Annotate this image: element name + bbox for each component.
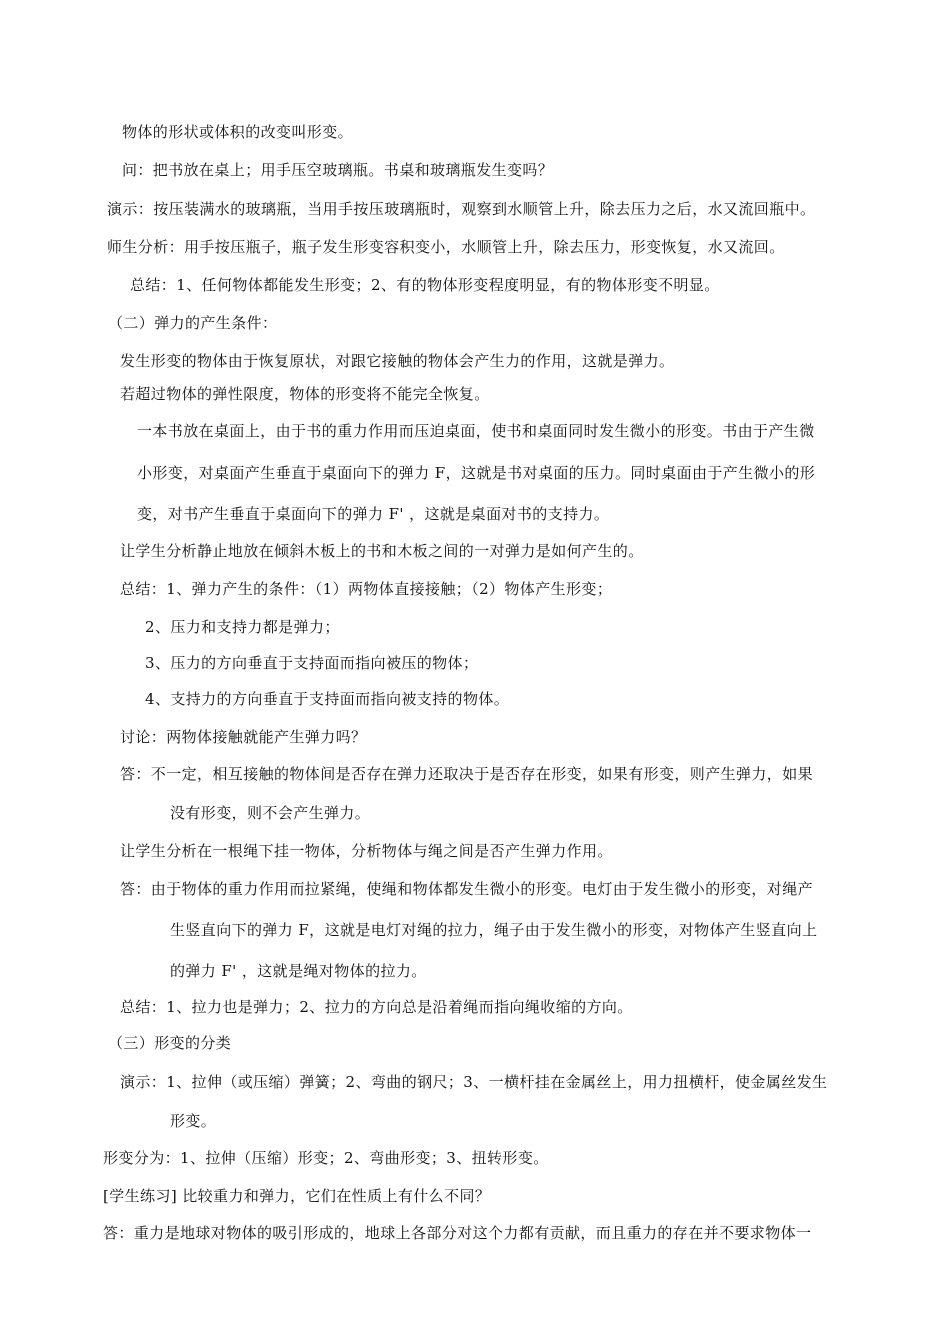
paragraph-line: 生竖直向下的弹力 F，这就是电灯对绳的拉力，绳子由于发生微小的形变，对物体产生竖直向上 bbox=[170, 921, 818, 939]
paragraph-line: 小形变，对桌面产生垂直于桌面向下的弹力 F，这就是书对桌面的压力。同时桌面由于产生微小的形 bbox=[137, 464, 816, 482]
section-heading: （二）弹力的产生条件： bbox=[108, 314, 278, 332]
paragraph-line: 形变分为：1、拉伸（压缩）形变；2、弯曲形变；3、扭转形变。 bbox=[103, 1149, 549, 1167]
paragraph-line: 演示：1、拉伸（或压缩）弹簧；2、弯曲的钢尺；3、一横杆挂在金属丝上，用力扭横杆，使金属丝发生 bbox=[120, 1073, 828, 1091]
list-item: 2、压力和支持力都是弹力； bbox=[145, 618, 340, 636]
paragraph-line: 让学生分析在一根绳下挂一物体，分析物体与绳之间是否产生弹力作用。 bbox=[120, 842, 613, 860]
paragraph-line: 演示：按压装满水的玻璃瓶，当用手按压玻璃瓶时，观察到水顺管上升，除去压力之后，水又流回瓶中。 bbox=[107, 200, 816, 218]
paragraph-line: 讨论：两物体接触就能产生弹力吗？ bbox=[120, 728, 367, 746]
paragraph-line: 答：重力是地球对物体的吸引形成的，地球上各部分对这个力都有贡献，而且重力的存在并不要求物体一 bbox=[103, 1224, 812, 1242]
paragraph-line: 总结：1、拉力也是弹力；2、拉力的方向总是沿着绳而指向绳收缩的方向。 bbox=[120, 998, 633, 1016]
paragraph-line: 让学生分析静止地放在倾斜木板上的书和木板之间的一对弹力是如何产生的。 bbox=[120, 542, 644, 560]
list-item: 3、压力的方向垂直于支持面而指向被压的物体； bbox=[145, 654, 479, 672]
paragraph-line: 的弹力 F' ，这就是绳对物体的拉力。 bbox=[170, 962, 427, 980]
paragraph-line: 总结：1、任何物体都能发生形变；2、有的物体形变程度明显，有的物体形变不明显。 bbox=[130, 276, 720, 294]
list-item: 4、支持力的方向垂直于支持面而指向被支持的物体。 bbox=[145, 690, 510, 708]
paragraph-line: 答：不一定，相互接触的物体间是否存在弹力还取决于是否存在形变，如果有形变，则产生弹力，如果 bbox=[120, 765, 814, 783]
paragraph-line: 若超过物体的弹性限度，物体的形变将不能完全恢复。 bbox=[120, 385, 490, 403]
paragraph-line: 问：把书放在桌上；用手压空玻璃瓶。书桌和玻璃瓶发生变吗？ bbox=[122, 161, 554, 179]
paragraph-line: [学生练习] 比较重力和弹力，它们在性质上有什么不同？ bbox=[103, 1187, 491, 1205]
paragraph-line: 师生分析：用手按压瓶子，瓶子发生形变容积变小，水顺管上升，除去压力，形变恢复，水又流回。 bbox=[107, 238, 785, 256]
paragraph-line: 形变。 bbox=[170, 1112, 217, 1130]
paragraph-line: 发生形变的物体由于恢复原状，对跟它接触的物体会产生力的作用，这就是弹力。 bbox=[120, 352, 675, 370]
paragraph-line: 总结：1、弹力产生的条件：（1）两物体直接接触；（2）物体产生形变； bbox=[120, 580, 613, 598]
paragraph-line: 没有形变，则不会产生弹力。 bbox=[170, 804, 371, 822]
section-heading: （三）形变的分类 bbox=[108, 1034, 232, 1052]
paragraph-line: 一本书放在桌面上，由于书的重力作用而压迫桌面，使书和桌面同时发生微小的形变。书由于产生微 bbox=[137, 422, 815, 440]
paragraph-line: 答：由于物体的重力作用而拉紧绳，使绳和物体都发生微小的形变。电灯由于发生微小的形变，对绳产 bbox=[120, 880, 814, 898]
paragraph-line: 变，对书产生垂直于桌面向下的弹力 F' ，这就是桌面对书的支持力。 bbox=[137, 505, 610, 523]
paragraph-line: 物体的形状或体积的改变叫形变。 bbox=[122, 123, 354, 141]
